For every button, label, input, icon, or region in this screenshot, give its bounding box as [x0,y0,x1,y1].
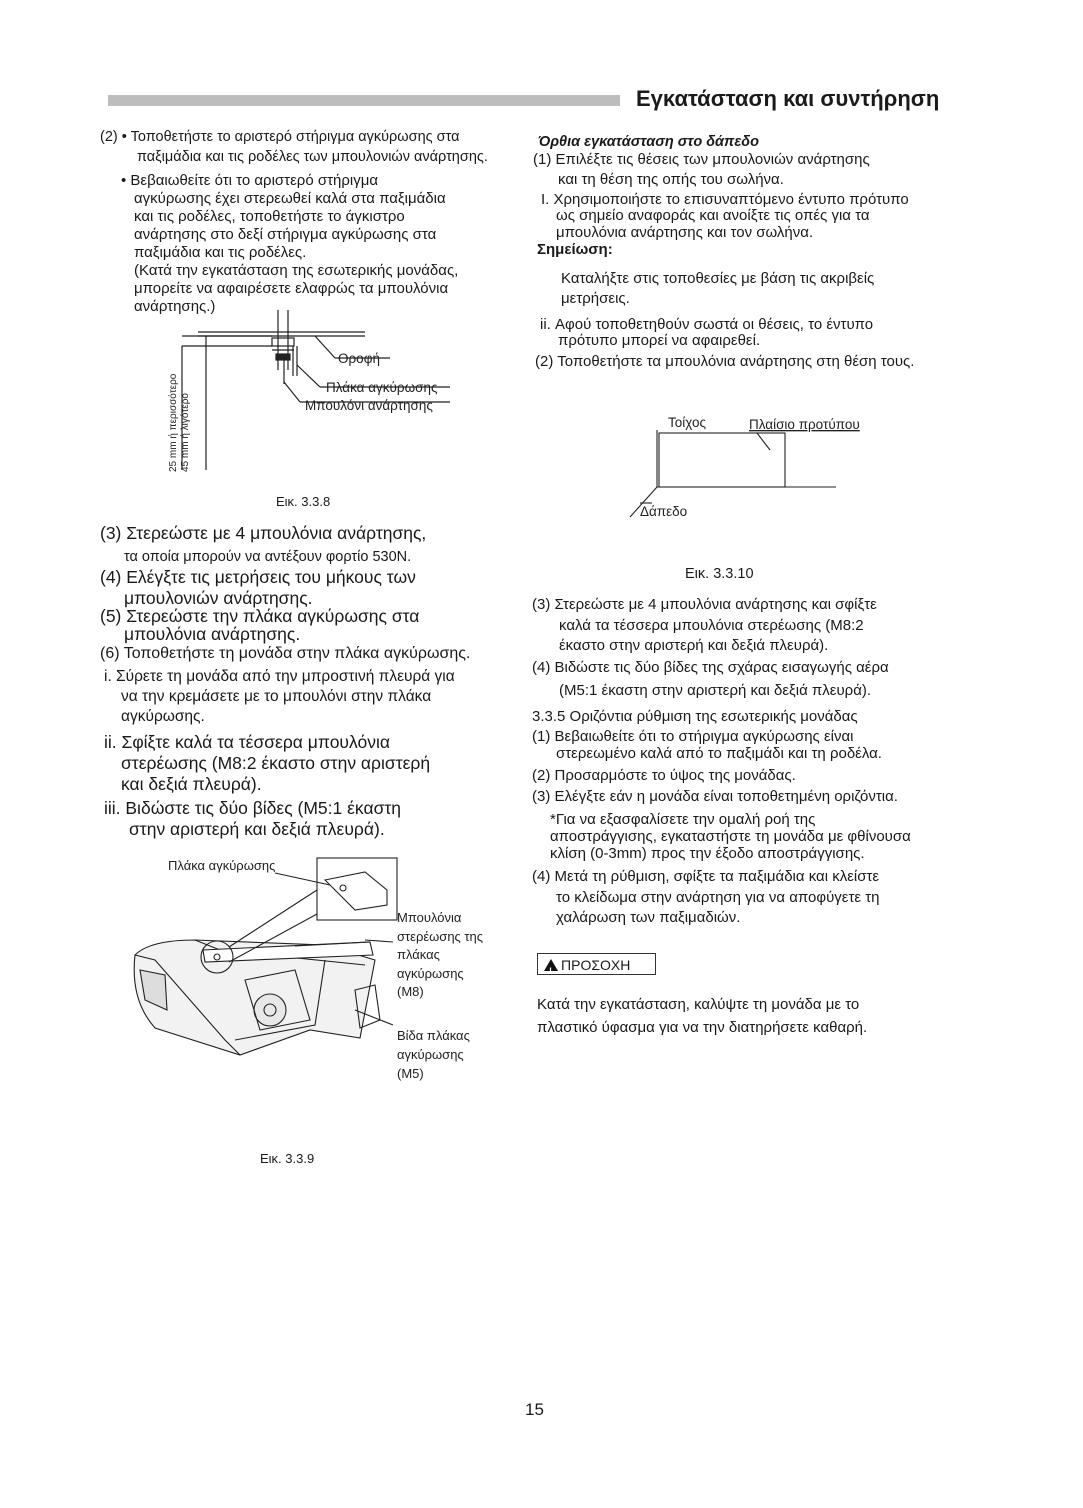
page-title: Εγκατάσταση και συντήρηση [636,86,940,111]
right-p2: (2) Τοποθετήστε τα μπουλόνια ανάρτησης στη θέση τους. [535,353,915,370]
left-step-6-i: i. Σύρετε τη μονάδα από την μπροστινή πλευρά για [104,668,455,685]
right-p3-line-2: καλά τα τέσσερα μπουλόνια στερέωσης (M8:2 [559,617,864,634]
left-step-4-cont: μπουλονιών ανάρτησης. [124,588,313,608]
fig339-m5-3: (M5) [397,1066,424,1081]
h-item-4-cont-2: χαλάρωση των παξιμαδιών. [556,909,741,926]
right-p1-line-2: και τη θέση της οπής του σωλήνα. [558,171,784,188]
h-item-3-note-2: αποστράγγισης, εγκαταστήστε τη μονάδα με φθίνουσα [550,828,911,845]
right-p1-line-3: I. Χρησιμοποιήστε το επισυναπτόμενο έντυπο πρότυπο [541,191,909,208]
h-item-3: (3) Ελέγξτε εάν η μονάδα είναι τοποθετημένη οριζόντια. [532,788,898,805]
left-p2-line-8: (Κατά την εγκατάσταση της εσωτερικής μονάδας, [134,262,459,279]
fig339-m8-4: αγκύρωσης [397,966,464,981]
left-step-6-ii-cont-1: στερέωσης (M8:2 έκαστο στην αριστερή [121,753,431,773]
caution-label: ΠΡΟΣΟΧΗ [561,957,631,973]
fig339-m8-5: (M8) [397,984,424,999]
left-p2-line-9: μπορείτε να αφαιρέσετε ελαφρώς τα μπουλόνια [134,280,449,297]
left-step-6-ii: ii. Σφίξτε καλά τα τέσσερα μπουλόνια [104,732,390,752]
fig338-roof-label: Οροφή [338,351,380,366]
warning-icon [544,959,558,971]
fig339-plate-label: Πλάκα αγκύρωσης [168,858,276,873]
right-p1-line-1: (1) Επιλέξτε τις θέσεις των μπουλονιών ανάρτησης [533,151,870,168]
h-item-2: (2) Προσαρμόστε το ύψος της μονάδας. [532,767,796,784]
header-bar [108,95,620,106]
right-p4-line-1: (4) Βιδώστε τις δύο βίδες της σχάρας εισαγωγής αέρα [532,659,889,676]
left-p2-line-2: παξιμάδια και τις ροδέλες των μπουλονιών ανάρτησης. [137,149,488,165]
note-label: Σημείωση: [537,241,613,258]
section-3-3-5: 3.3.5 Οριζόντια ρύθμιση της εσωτερικής μονάδας [532,708,858,725]
fig3310-frame-label: Πλαίσιο προτύπου [749,417,860,432]
left-step-5-cont: μπουλόνια ανάρτησης. [124,624,301,644]
left-step-4: (4) Ελέγξτε τις μετρήσεις του μήκους των [100,567,416,587]
fig339-m8-1: Μπουλόνια [397,910,462,925]
h-item-3-note-1: *Για να εξασφαλίσετε την ομαλή ροή της [550,811,816,828]
left-p2-line-3: • Βεβαιωθείτε ότι το αριστερό στήριγμα [121,172,379,189]
page-number: 15 [525,1400,544,1419]
fig338-dim-1: 25 mm ή περισσότερο [168,373,179,472]
figure-3-3-10 [600,405,860,525]
h-item-4: (4) Μετά τη ρύθμιση, σφίξτε τα παξιμάδια και κλείστε [532,868,880,885]
fig338-bolt-label: Μπουλόνι ανάρτησης [305,398,433,413]
fig338-dim-2: 45 mm ή λιγότερο [180,393,191,472]
right-p1-line-4: ως σημείο αναφοράς και ανοίξτε τις οπές για τα [556,207,870,224]
fig339-m5-1: Βίδα πλάκας [397,1028,470,1043]
fig3310-caption: Εικ. 3.3.10 [685,566,754,582]
right-p3-line-3: έκαστο στην αριστερή και δεξιά πλευρά). [559,637,829,654]
fig339-m5-2: αγκύρωσης [397,1047,464,1062]
h-item-1-cont: στερεωμένο καλά από το παξιμάδι και τη ροδέλα. [556,745,882,762]
fig339-m8-3: πλάκας [397,947,440,962]
figure-3-3-8 [160,310,480,485]
left-p2-line-5: και τις ροδέλες, τοποθετήστε το άγκιστρο [134,208,405,225]
left-step-5: (5) Στερεώστε την πλάκα αγκύρωσης στα [100,606,420,626]
left-step-6-iii-cont: στην αριστερή και δεξιά πλευρά). [129,819,385,839]
caution-text-1: Κατά την εγκατάσταση, καλύψτε τη μονάδα με το [537,996,860,1013]
left-step-6-ii-cont-2: και δεξιά πλευρά). [121,774,262,794]
h-item-1: (1) Βεβαιωθείτε ότι το στήριγμα αγκύρωσης είναι [532,728,854,745]
left-p2-line-7: παξιμάδια και τις ροδέλες. [134,244,307,261]
fig3310-wall-label: Τοίχος [668,415,707,430]
left-p2-line-4: αγκύρωσης έχει στερεωθεί καλά στα παξιμάδια [134,190,446,207]
right-p3-line-1: (3) Στερεώστε με 4 μπουλόνια ανάρτησης και σφίξτε [532,596,877,613]
fig338-plate-label: Πλάκα αγκύρωσης [326,380,438,395]
right-ii-line-1: ii. Αφού τοποθετηθούν σωστά οι θέσεις, το έντυπο [540,316,874,333]
fig339-m8-2: στερέωσης της [397,929,484,944]
left-step-3-cont: τα οποία μπορούν να αντέξουν φορτίο 530N. [124,549,412,565]
right-ii-line-2: πρότυπο μπορεί να αφαιρεθεί. [558,332,761,349]
fig338-caption: Εικ. 3.3.8 [276,494,331,509]
note-line-1: Καταλήξτε στις τοποθεσίες με βάση τις ακριβείς [561,270,875,287]
h-item-4-cont-1: το κλείδωμα στην ανάρτηση για να αποφύγετε τη [556,889,880,906]
left-step-6: (6) Τοποθετήστε τη μονάδα στην πλάκα αγκύρωσης. [100,645,471,662]
right-heading: Όρθια εγκατάσταση στο δάπεδο [538,134,760,150]
fig339-caption: Εικ. 3.3.9 [260,1151,315,1166]
left-p2-line-6: ανάρτησης στο δεξί στήριγμα αγκύρωσης στα [134,226,437,243]
left-step-6-i-cont-1: να την κρεμάσετε με το μπουλόνι στην πλάκα [121,688,432,705]
left-p2-line-10: ανάρτησης.) [134,298,216,315]
figure-3-3-9 [125,850,515,1095]
left-p2-line-1: (2) • Τοποθετήστε το αριστερό στήριγμα αγκύρωσης στα [100,129,460,145]
h-item-3-note-3: κλίση (0-3mm) προς την έξοδο αποστράγγισης. [550,845,865,862]
right-p4-line-2: (M5:1 έκαστη στην αριστερή και δεξιά πλευρά). [559,682,872,699]
left-step-6-iii: iii. Βιδώστε τις δύο βίδες (M5:1 έκαστη [104,798,402,818]
fig3310-floor-label: Δάπεδο [640,504,688,519]
caution-text-2: πλαστικό ύφασμα για να την διατηρήσετε καθαρή. [537,1019,868,1036]
note-line-2: μετρήσεις. [561,290,630,307]
left-step-6-i-cont-2: αγκύρωσης. [121,708,205,725]
caution-box [537,953,656,975]
left-step-3: (3) Στερεώστε με 4 μπουλόνια ανάρτησης, [100,523,427,543]
right-p1-line-5: μπουλόνια ανάρτησης και τον σωλήνα. [556,224,814,241]
